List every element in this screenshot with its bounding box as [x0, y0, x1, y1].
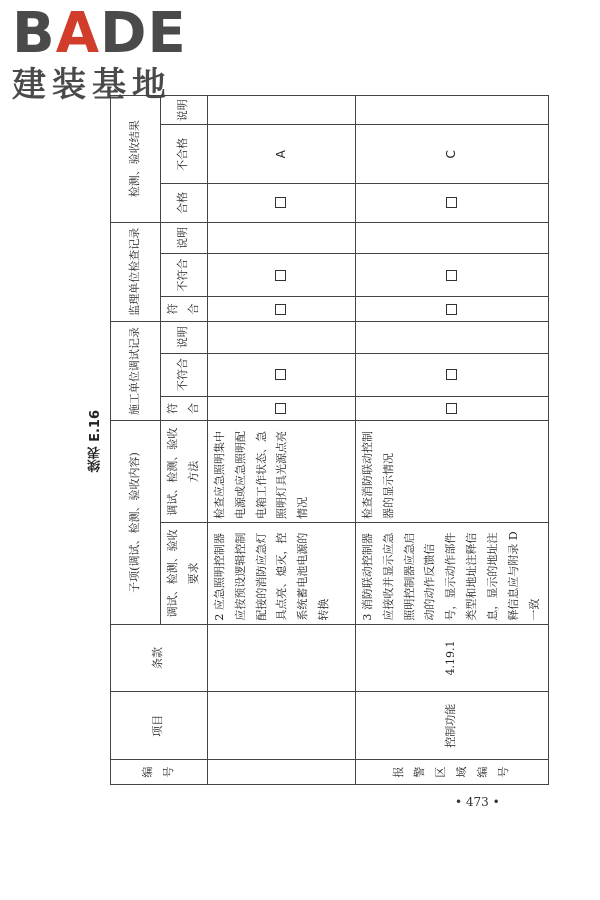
row1-supervisor-nonconform	[207, 254, 355, 297]
checkbox[interactable]	[446, 270, 457, 281]
header-contractor-group: 施工单位调试记录	[111, 321, 161, 420]
row2-contractor-note	[355, 321, 548, 353]
row2-requirement: 3 消防联动控制器应接收并显示应急照明控制器应急启动的动作反馈信号，显示动作部件类型和地址注释信息，显示的地址注释信息应与附录 D一致	[355, 523, 548, 625]
table-caption: 续表 E.16	[88, 410, 103, 473]
row1-qualified	[207, 184, 355, 222]
header-item: 项目	[111, 692, 208, 760]
checkbox[interactable]	[446, 304, 457, 315]
row1-supervisor-conform	[207, 297, 355, 322]
header-unqualified: 不合格	[161, 125, 208, 184]
row1-result-note	[207, 96, 355, 125]
header-subitem-group: 子项(调试、检测、验收内容)	[111, 421, 161, 624]
logo-wordmark: BADE	[12, 1, 187, 66]
table-row	[355, 96, 548, 785]
row2-result-note	[355, 96, 548, 125]
header-serial: 编号	[111, 760, 208, 785]
row2-serial: 报警区域编号	[355, 760, 548, 785]
row1-result-class: A	[207, 125, 355, 184]
header-contractor-nonconform: 不符合	[161, 353, 208, 396]
checkbox[interactable]	[275, 270, 286, 281]
header-contractor-note: 说明	[161, 321, 208, 353]
row2-result-class: C	[355, 125, 548, 184]
page-number: • 473 •	[455, 795, 500, 809]
row1-clause	[207, 624, 355, 692]
row1-item	[207, 692, 355, 760]
checkbox[interactable]	[275, 197, 286, 208]
header-clause: 条款	[111, 624, 208, 692]
row2-method: 检查消防联动控制器的显示情况	[355, 421, 548, 523]
row2-supervisor-nonconform	[355, 254, 548, 297]
row2-supervisor-conform	[355, 297, 548, 322]
checkbox[interactable]	[446, 197, 457, 208]
row1-contractor-nonconform	[207, 353, 355, 396]
row1-requirement: 2 应急照明控制器应按预设逻辑控制配接的消防应急灯具点亮、熄灭，控系统蓄电池电源的转换	[207, 523, 355, 625]
row2-contractor-conform	[355, 396, 548, 421]
header-row-1	[111, 96, 161, 785]
row1-supervisor-note	[207, 222, 355, 254]
logo-chinese-name: 建装基地	[12, 65, 172, 105]
row1-serial	[207, 760, 355, 785]
header-supervisor-nonconform: 不符合	[161, 254, 208, 297]
row2-clause: 4.19.1	[355, 624, 548, 692]
header-requirement: 调试、检测、验收要求	[161, 523, 208, 625]
row2-contractor-nonconform	[355, 353, 548, 396]
header-supervisor-note: 说明	[161, 222, 208, 254]
brand-logo	[12, 1, 187, 105]
checkbox[interactable]	[275, 369, 286, 380]
header-supervisor-group: 监理单位检查记录	[111, 222, 161, 321]
row2-supervisor-note	[355, 222, 548, 254]
row2-item: 控制功能	[355, 692, 548, 760]
header-contractor-conform: 符合	[161, 396, 208, 421]
inspection-table	[110, 95, 549, 785]
checkbox[interactable]	[275, 403, 286, 414]
row1-contractor-note	[207, 321, 355, 353]
header-method: 调试、检测、验收方法	[161, 421, 208, 523]
header-qualified: 合格	[161, 184, 208, 222]
header-result-note: 说明	[161, 96, 208, 125]
inspection-table-sheet	[110, 95, 541, 785]
checkbox[interactable]	[446, 403, 457, 414]
checkbox[interactable]	[446, 369, 457, 380]
header-supervisor-conform: 符合	[161, 297, 208, 322]
table-row	[207, 96, 355, 785]
row1-method: 检查应急照明集中电源或应急照明配电箱工作状态、急照明灯具光源点亮情况	[207, 421, 355, 523]
row2-qualified	[355, 184, 548, 222]
row1-contractor-conform	[207, 396, 355, 421]
checkbox[interactable]	[275, 304, 286, 315]
header-inspection-group: 检测、验收结果	[111, 96, 161, 223]
